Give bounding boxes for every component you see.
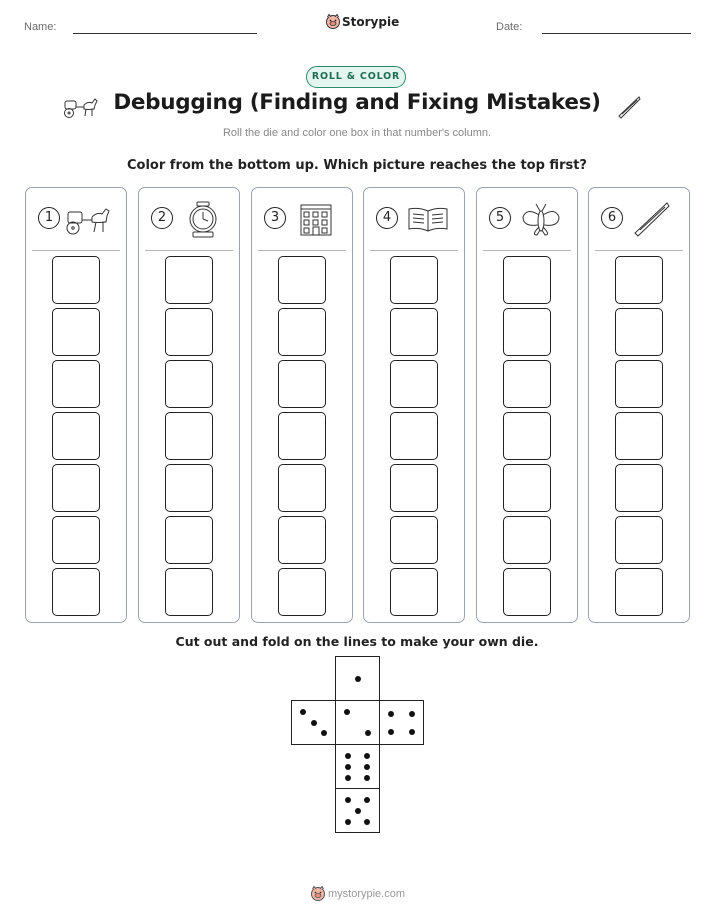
color-box[interactable]	[503, 412, 551, 460]
column-number: 2	[151, 207, 173, 229]
color-box[interactable]	[503, 568, 551, 616]
color-box[interactable]	[278, 516, 326, 564]
color-box[interactable]	[278, 464, 326, 512]
color-box[interactable]	[52, 568, 100, 616]
color-box[interactable]	[165, 256, 213, 304]
column-number: 1	[38, 207, 60, 229]
column-divider	[258, 250, 346, 251]
column-2	[138, 187, 240, 623]
die-pip	[345, 764, 351, 770]
die-instruction: Cut out and fold on the lines to make your own die.	[175, 634, 539, 649]
column-divider	[32, 250, 120, 251]
color-box[interactable]	[615, 412, 663, 460]
column-divider	[483, 250, 571, 251]
column-number: 4	[376, 207, 398, 229]
color-box[interactable]	[52, 360, 100, 408]
die-pip	[345, 753, 351, 759]
die-pip	[364, 797, 370, 803]
die-face-4	[379, 700, 424, 745]
column-3	[251, 187, 353, 623]
color-box[interactable]	[390, 308, 438, 356]
color-box[interactable]	[165, 464, 213, 512]
clock-icon	[179, 199, 227, 239]
date-line	[542, 33, 691, 34]
roll-and-color-badge: ROLL & COLOR	[306, 66, 406, 88]
subtitle: Roll the die and color one box in that number's column.	[222, 127, 492, 139]
horse-carriage-icon	[66, 199, 114, 239]
column-divider	[145, 250, 233, 251]
color-box[interactable]	[278, 568, 326, 616]
column-4	[363, 187, 465, 623]
moth-icon	[517, 199, 565, 239]
die-pip	[364, 775, 370, 781]
color-box[interactable]	[503, 464, 551, 512]
die-pip	[321, 730, 327, 736]
die-face-6	[335, 744, 380, 789]
column-number: 6	[601, 207, 623, 229]
color-box[interactable]	[165, 412, 213, 460]
name-line	[73, 33, 257, 34]
color-box[interactable]	[615, 568, 663, 616]
die-pip	[388, 729, 394, 735]
color-box[interactable]	[165, 516, 213, 564]
pig-face-icon	[310, 885, 326, 901]
color-box[interactable]	[52, 256, 100, 304]
color-box[interactable]	[165, 308, 213, 356]
die-pip	[345, 797, 351, 803]
horse-carriage-icon	[64, 95, 100, 119]
color-box[interactable]	[503, 308, 551, 356]
column-6	[588, 187, 690, 623]
page-title: Debugging (Finding and Fixing Mistakes)	[113, 90, 601, 115]
open-book-icon	[404, 199, 452, 239]
die-pip	[364, 753, 370, 759]
color-box[interactable]	[390, 568, 438, 616]
die-pip	[355, 808, 361, 814]
color-box[interactable]	[615, 464, 663, 512]
color-box[interactable]	[503, 516, 551, 564]
color-box[interactable]	[278, 256, 326, 304]
column-divider	[595, 250, 683, 251]
die-pip	[388, 711, 394, 717]
die-pip	[364, 819, 370, 825]
instruction: Color from the bottom up. Which picture reaches the top first?	[127, 158, 587, 173]
color-box[interactable]	[52, 412, 100, 460]
building-icon	[292, 199, 340, 239]
die-face-2	[335, 700, 380, 745]
column-divider	[370, 250, 458, 251]
color-box[interactable]	[165, 360, 213, 408]
column-number: 3	[264, 207, 286, 229]
column-1	[25, 187, 127, 623]
die-pip	[344, 709, 350, 715]
color-box[interactable]	[615, 256, 663, 304]
column-number: 5	[489, 207, 511, 229]
die-face-1	[335, 656, 380, 701]
die-face-5	[335, 788, 380, 833]
pig-face-icon	[325, 13, 341, 29]
die-pip	[345, 819, 351, 825]
die-pip	[311, 720, 317, 726]
color-box[interactable]	[615, 308, 663, 356]
color-box[interactable]	[390, 412, 438, 460]
color-box[interactable]	[52, 516, 100, 564]
color-box[interactable]	[503, 360, 551, 408]
die-face-3	[291, 700, 336, 745]
color-box[interactable]	[390, 516, 438, 564]
die-pip	[300, 709, 306, 715]
name-label: Name:	[24, 21, 57, 33]
color-box[interactable]	[278, 412, 326, 460]
date-label: Date:	[496, 21, 523, 33]
color-box[interactable]	[165, 568, 213, 616]
die-pip	[355, 676, 361, 682]
column-5	[476, 187, 578, 623]
color-box[interactable]	[278, 308, 326, 356]
die-pip	[364, 764, 370, 770]
die-pip	[409, 729, 415, 735]
color-box[interactable]	[278, 360, 326, 408]
die-pip	[409, 711, 415, 717]
tweezers-icon	[629, 199, 677, 239]
color-box[interactable]	[390, 464, 438, 512]
die-pip	[345, 775, 351, 781]
brand-name: Storypie	[342, 15, 400, 29]
color-box[interactable]	[52, 308, 100, 356]
tweezers-icon	[616, 94, 642, 120]
die-pip	[365, 730, 371, 736]
footer-url[interactable]: mystorypie.com	[328, 888, 406, 900]
color-box[interactable]	[390, 360, 438, 408]
color-box[interactable]	[615, 516, 663, 564]
color-box[interactable]	[52, 464, 100, 512]
color-box[interactable]	[615, 360, 663, 408]
color-box[interactable]	[503, 256, 551, 304]
color-box[interactable]	[390, 256, 438, 304]
